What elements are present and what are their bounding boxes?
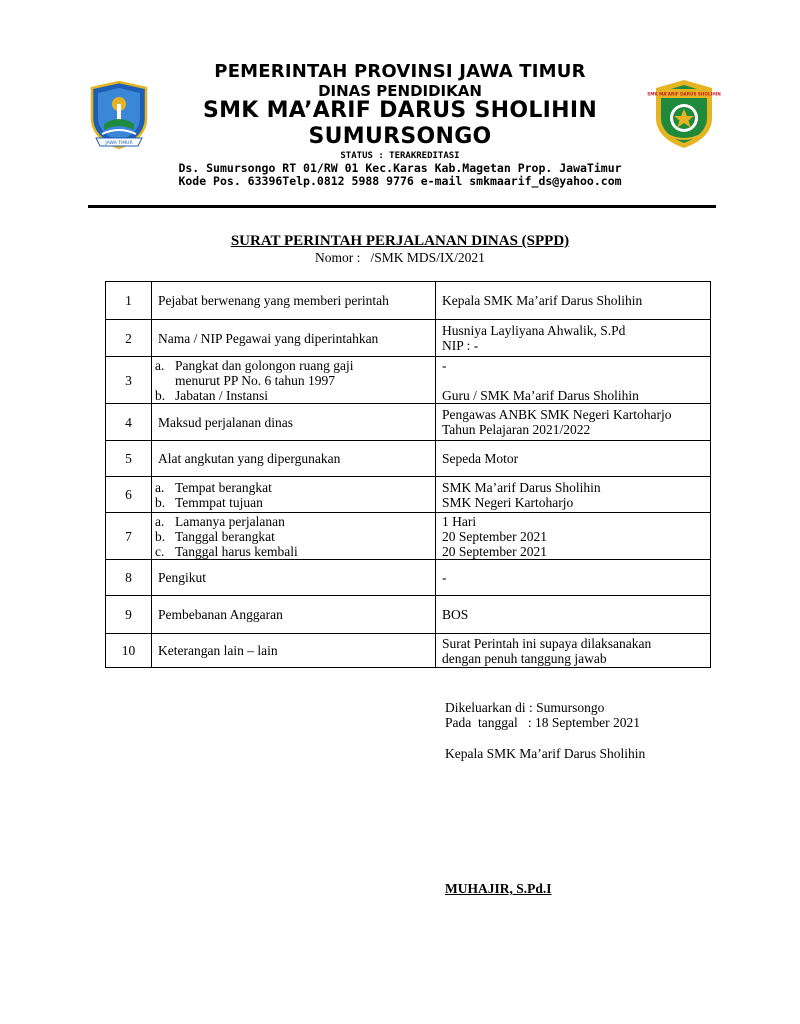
row-label [152, 513, 436, 560]
row-label [152, 357, 436, 404]
row-value-line: 1 Hari [442, 513, 477, 529]
list-item [155, 529, 429, 544]
signatory-position: Kepala SMK Ma’arif Darus Sholihin [445, 746, 646, 761]
list-marker: b. [155, 494, 166, 510]
row-value-line: Tahun Pelajaran 2021/2022 [442, 422, 591, 437]
row-value-line: SMK Negeri Kartoharjo [442, 494, 574, 510]
row-label: Nama / NIP Pegawai yang diperintahkan [152, 320, 436, 357]
table-row [106, 596, 711, 634]
row-value: - [436, 560, 711, 596]
list-item [155, 388, 429, 403]
row-number: 2 [106, 320, 152, 357]
row-value-line: 20 September 2021 [442, 543, 547, 559]
row-label: Pembebanan Anggaran [152, 596, 436, 634]
row-number: 6 [106, 477, 152, 513]
row-value-line: Surat Perintah ini supaya dilaksanakan [442, 635, 652, 651]
school-emblem-logo [647, 78, 721, 150]
government-name: PEMERINTAH PROVINSI JAWA TIMUR [214, 61, 586, 82]
list-item [155, 480, 429, 495]
row-number: 1 [106, 282, 152, 320]
row-value [436, 634, 711, 668]
table-row [106, 404, 711, 441]
table-row [106, 441, 711, 477]
table-row [106, 560, 711, 596]
row-number: 9 [106, 596, 152, 634]
table-row [106, 513, 711, 560]
list-item-text: Lamanya perjalanan [175, 513, 285, 529]
list-marker: c. [155, 543, 165, 559]
list-item [155, 358, 429, 373]
document-number: Nomor : /SMK MDS/IX/2021 [315, 250, 485, 265]
row-label: Keterangan lain – lain [152, 634, 436, 668]
row-value-line: Pengawas ANBK SMK Negeri Kartoharjo [442, 407, 672, 422]
signatory-name: MUHAJIR, S.Pd.I [445, 881, 552, 896]
issued-place: Dikeluarkan di : Sumursongo [445, 700, 605, 715]
row-label: Pejabat berwenang yang memberi perintah [152, 282, 436, 320]
logo-right-text: SMK MA’ARIF DARUS SHOLIHIN [647, 91, 721, 97]
row-label: Maksud perjalanan dinas [152, 404, 436, 441]
row-value-line: SMK Ma’arif Darus Sholihin [442, 479, 601, 495]
table-row [106, 634, 711, 668]
row-value-line: NIP : - [442, 338, 479, 353]
issued-date: Pada tanggal : 18 September 2021 [445, 715, 640, 730]
table-row [106, 320, 711, 357]
row-value [436, 320, 711, 357]
sppd-table [105, 281, 711, 668]
school-address: Ds. Sumursongo RT 01/RW 01 Kec.Karas Kab.Magetan Prop. JawaTimur [178, 161, 622, 175]
list-item-text: Jabatan / Instansi [175, 387, 268, 403]
list-item [155, 495, 429, 510]
school-location: SUMURSONGO [308, 124, 492, 149]
school-contact: Kode Pos. 63396Telp.0812 5988 9776 e-mail smkmaarif_ds@yahoo.com [178, 174, 622, 188]
list-marker: a. [155, 479, 165, 495]
row-label: Alat angkutan yang dipergunakan [152, 441, 436, 477]
row-value: Sepeda Motor [436, 441, 711, 477]
row-value [436, 404, 711, 441]
row-value [436, 513, 711, 560]
row-value [436, 477, 711, 513]
row-number: 3 [106, 357, 152, 404]
row-value-line: - [442, 357, 447, 373]
row-value: Kepala SMK Ma’arif Darus Sholihin [436, 282, 711, 320]
table-row [106, 357, 711, 404]
row-value-line: Husniya Layliyana Ahwalik, S.Pd [442, 323, 626, 338]
list-marker: b. [155, 528, 166, 544]
row-number: 4 [106, 404, 152, 441]
row-value-line: Guru / SMK Ma’arif Darus Sholihin [442, 387, 639, 403]
list-item [155, 514, 429, 529]
row-value-line: dengan penuh tanggung jawab [442, 650, 607, 666]
row-value: BOS [436, 596, 711, 634]
row-label [152, 477, 436, 513]
jawa-timur-emblem-logo [88, 80, 150, 150]
letterhead-divider [88, 205, 716, 208]
list-item-text: Tempat berangkat [175, 479, 272, 495]
list-item-text: Tanggal harus kembali [175, 543, 298, 559]
row-value [436, 357, 711, 404]
row-number: 5 [106, 441, 152, 477]
document-title: SURAT PERINTAH PERJALANAN DINAS (SPPD) [230, 233, 570, 249]
department-name: DINAS PENDIDIKAN [318, 82, 482, 100]
row-number: 10 [106, 634, 152, 668]
logo-left-text: JAWA TIMUR [105, 141, 133, 146]
row-number: 8 [106, 560, 152, 596]
table-row [106, 282, 711, 320]
list-item-text: Temmpat tujuan [175, 494, 263, 510]
list-item-text: menurut PP No. 6 tahun 1997 [175, 372, 335, 388]
list-item-text: Pangkat dan golongon ruang gaji [175, 357, 354, 373]
list-item-text: Tanggal berangkat [175, 528, 275, 544]
list-marker: a. [155, 513, 165, 529]
list-marker: a. [155, 357, 165, 373]
row-value-line: 20 September 2021 [442, 528, 547, 544]
table-row [106, 477, 711, 513]
list-item [155, 373, 429, 388]
list-marker: b. [155, 387, 166, 403]
school-name: SMK MA’ARIF DARUS SHOLIHIN [202, 98, 598, 123]
row-number: 7 [106, 513, 152, 560]
row-label: Pengikut [152, 560, 436, 596]
list-item [155, 544, 429, 559]
accreditation-status: STATUS : TERAKREDITASI [340, 151, 460, 161]
